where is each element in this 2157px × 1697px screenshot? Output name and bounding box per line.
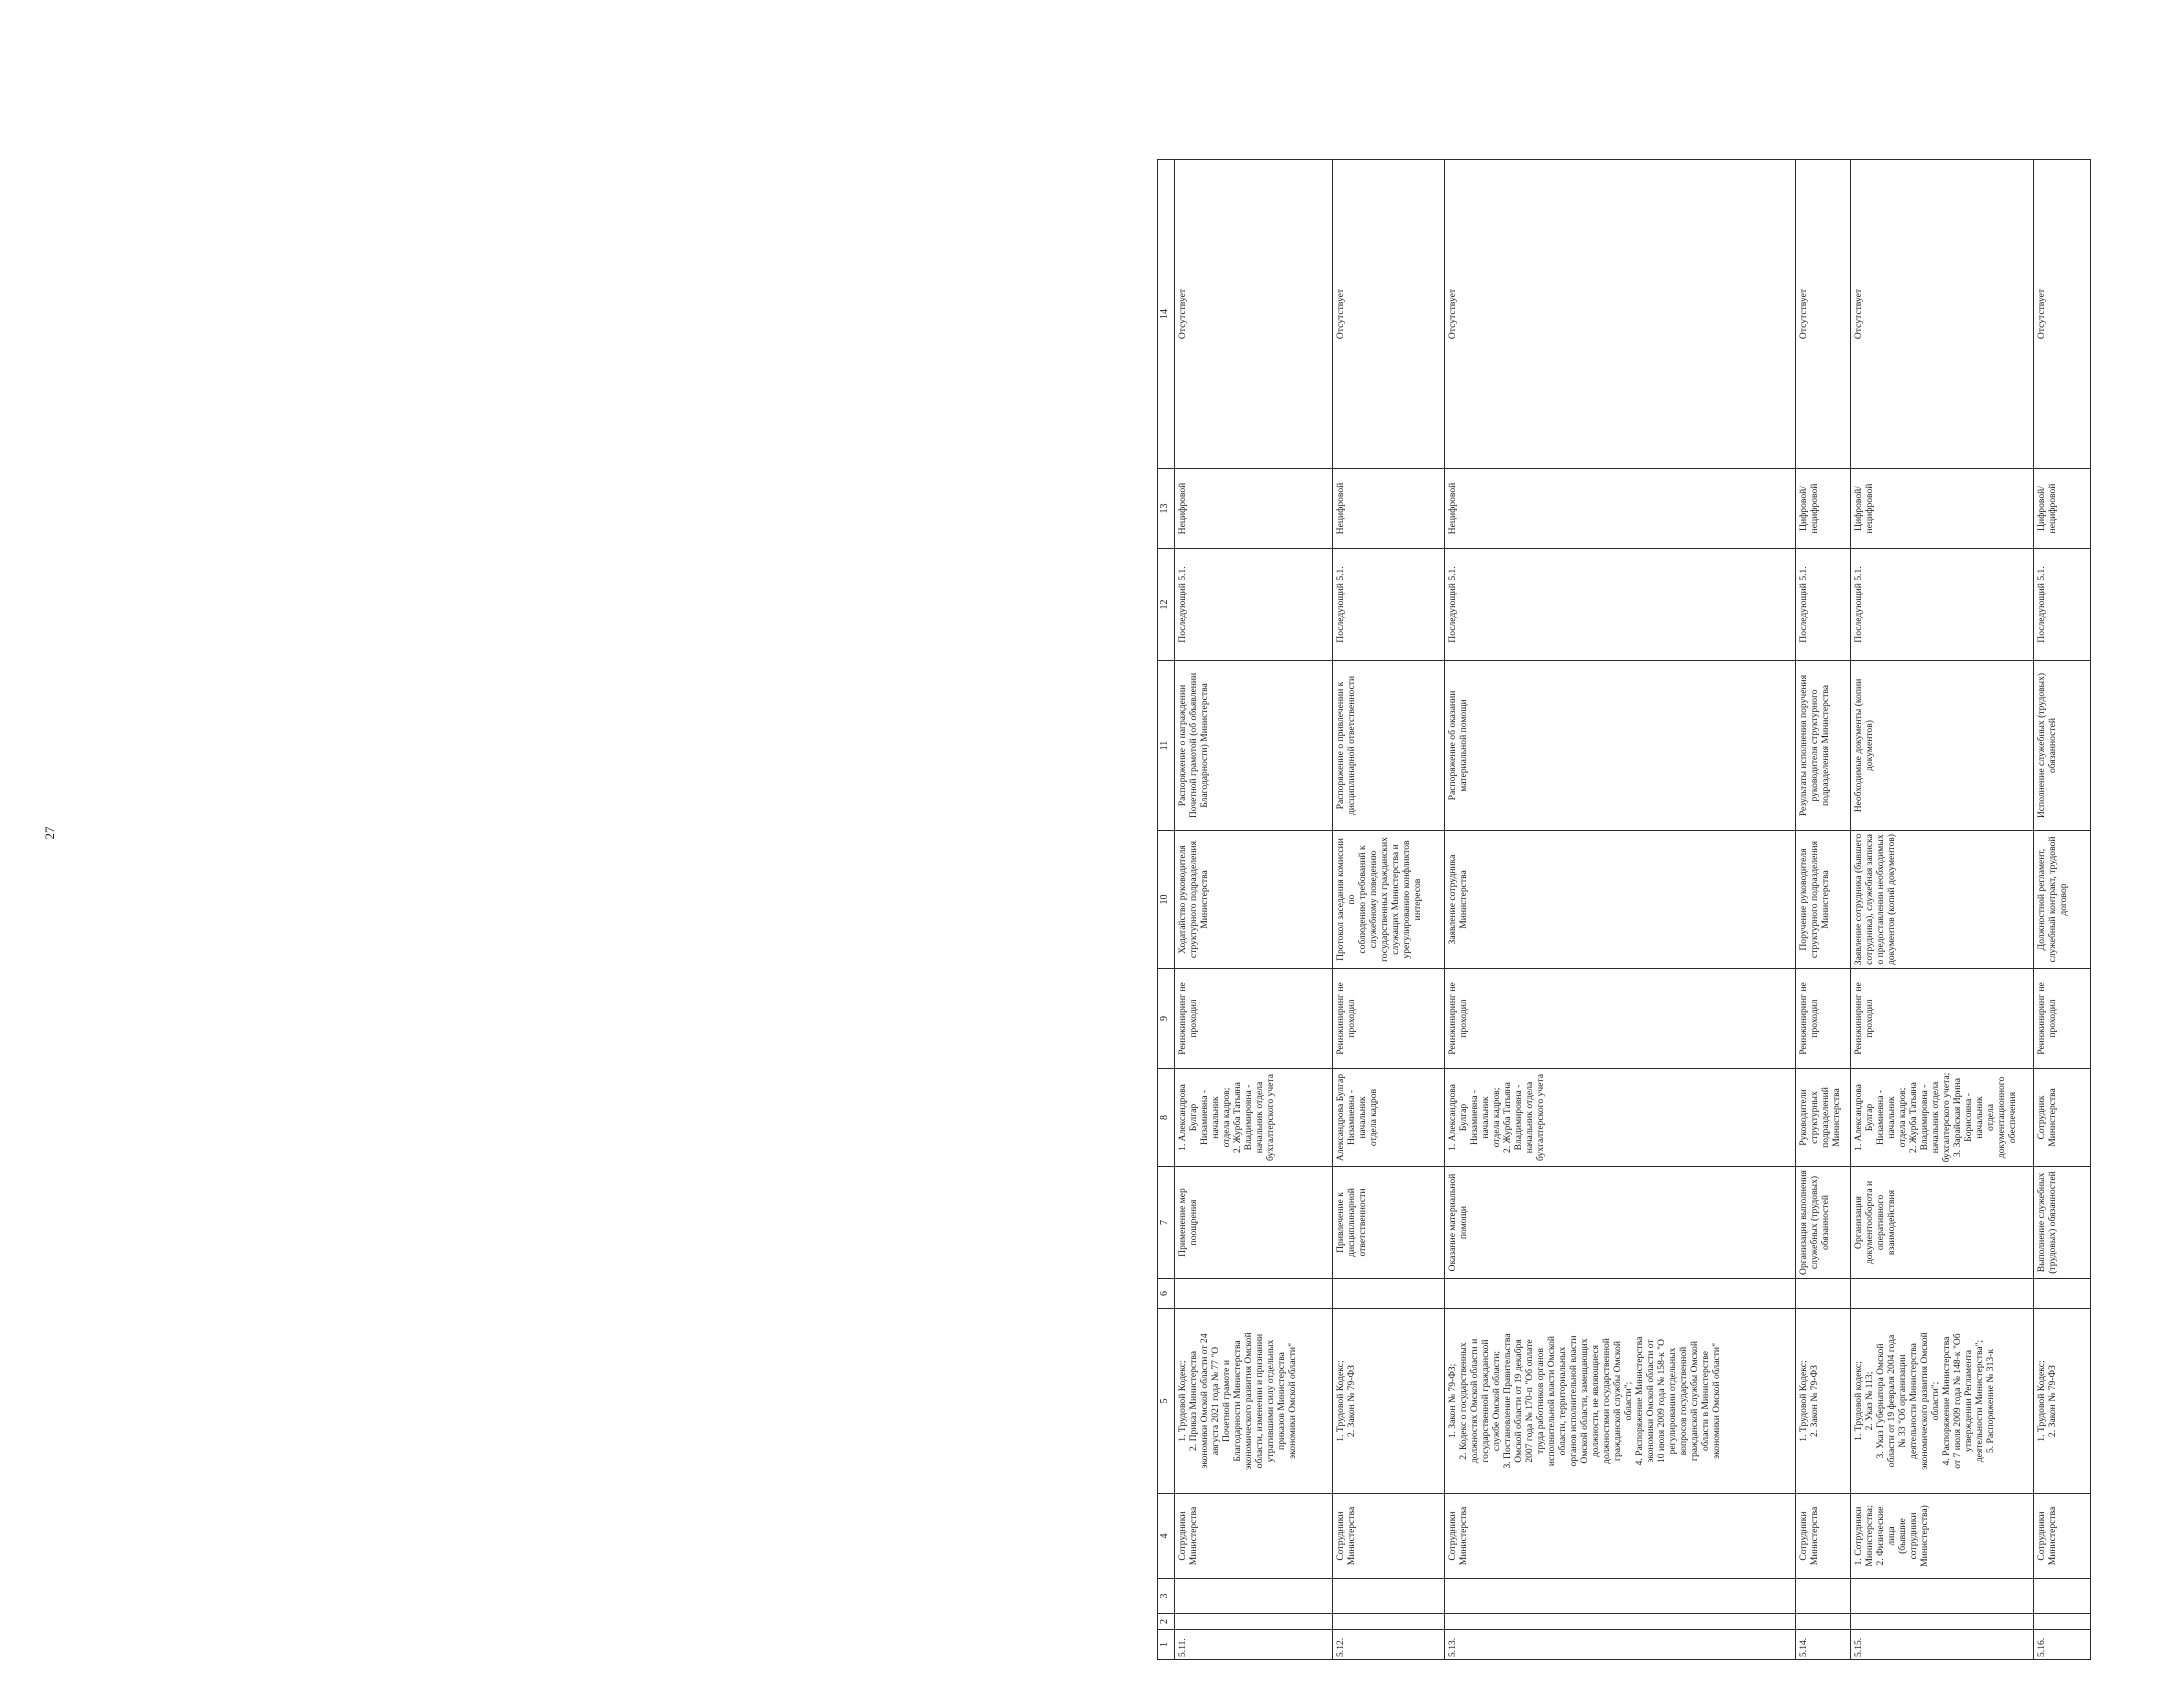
cell-text: 5.15.: [1853, 1637, 1864, 1657]
table-cell: [1175, 1630, 1333, 1660]
header-row: [1158, 160, 1175, 1660]
table-cell: [1796, 1630, 1851, 1660]
table-cell: [1445, 1167, 1796, 1279]
cell-text: 1. Трудовой Кодекс; 2. Закон № 79-ФЗ: [1798, 1360, 1820, 1442]
table-cell: [1851, 969, 2034, 1069]
cell-text: Руководители структурных подразделений Министерства: [1798, 1087, 1842, 1148]
cell-text: Последующий 5.1.: [1798, 566, 1809, 643]
cell-text: Сотрудники Министерства: [1335, 1506, 1357, 1566]
table-cell: [1445, 1579, 1796, 1614]
table-cell: [1333, 549, 1445, 661]
table-cell: [1796, 661, 1851, 831]
cell-text: 1. Трудовой Кодекс; 2. Закон № 79-ФЗ: [2036, 1360, 2058, 1442]
cell-text: Необходимые документы (копии документов): [1853, 678, 1875, 813]
table-cell: [1796, 549, 1851, 661]
table-cell: [1445, 549, 1796, 661]
table-row: [1796, 160, 1851, 1660]
table-cell: [1851, 1309, 2034, 1494]
cell-text: Ходатайство руководителя структурного подразделения Министерства: [1177, 840, 1210, 959]
table-cell: [2034, 969, 2091, 1069]
cell-text: Нецифровой: [1335, 482, 1346, 535]
table-cell: [1175, 469, 1333, 549]
cell-text: Цифровой/нецифровой: [1798, 483, 1820, 534]
cell-text: Сотрудники Министерства: [1798, 1506, 1820, 1566]
table-cell: [1175, 661, 1333, 831]
table-cell: [1851, 1630, 2034, 1660]
header-cell: 8: [1158, 1069, 1175, 1167]
cell-text: Нецифровой: [1447, 482, 1458, 535]
table-cell: [1333, 661, 1445, 831]
cell-text: Отсутствует: [1335, 288, 1346, 340]
cell-text: Поручение руководителя структурного подразделения Министерства: [1798, 840, 1831, 959]
table-cell: [1445, 469, 1796, 549]
cell-text: Сотрудник Министерства: [2036, 1088, 2058, 1147]
table-cell: [1333, 1069, 1445, 1167]
table-cell: [1175, 969, 1333, 1069]
cell-text: Реинжиниринг не проходил: [2036, 982, 2058, 1055]
page-number: 27: [42, 826, 57, 840]
table-cell: [1333, 160, 1445, 469]
cell-text: Организация документооборота и оперативного взаимодействия: [1853, 1180, 1897, 1265]
table-cell: [1445, 1069, 1796, 1167]
table-cell: [1175, 1579, 1333, 1614]
cell-text: Исполнение служебных (трудовых) обязанностей: [2036, 672, 2058, 819]
table-body: [1158, 160, 2091, 1660]
cell-text: Последующий 5.1.: [1447, 566, 1458, 643]
table-row: [1175, 160, 1333, 1660]
table-cell: [2034, 1167, 2091, 1279]
table-cell: [1333, 1614, 1445, 1630]
table-cell: [1175, 549, 1333, 661]
table-cell: [1333, 1279, 1445, 1309]
cell-text: Сотрудники Министерства: [1177, 1506, 1199, 1566]
table-row: [1445, 160, 1796, 1660]
header-cell: 10: [1158, 831, 1175, 969]
cell-text: Реинжиниринг не проходил: [1798, 982, 1820, 1055]
table-cell: [1175, 1279, 1333, 1309]
table-cell: [1175, 1167, 1333, 1279]
table-cell: [1445, 661, 1796, 831]
cell-text: Отсутствует: [1447, 288, 1458, 340]
table-cell: [1175, 1309, 1333, 1494]
table-cell: [1175, 831, 1333, 969]
table-cell: [1445, 1279, 1796, 1309]
process-table: [1157, 159, 2091, 1660]
cell-text: Цифровой/нецифровой: [1853, 483, 1875, 534]
cell-text: 1. Александрова Булгар Низамиевна - начальник отдела кадров; 2. Журба Татьяна Владимировна - начальник отдела бухгалтерского учета; 3. Зарайская Ирина Борисовна - начальник отдела документационного обеспечения: [1853, 1072, 2018, 1163]
table-cell: [1333, 1494, 1445, 1579]
table-cell: [1851, 1167, 2034, 1279]
table-cell: [1851, 1579, 2034, 1614]
table-cell: [2034, 1614, 2091, 1630]
table-cell: [2034, 1309, 2091, 1494]
table-row: [2034, 160, 2091, 1660]
header-cell: 3: [1158, 1579, 1175, 1614]
cell-text: Оказание материальной помощи: [1447, 1173, 1469, 1272]
cell-text: 1. Закон № 79-ФЗ; 2. Кодекс о государственных должностях Омской области и государственной гражданской службе Омской области; 3. Постановление Правительства Омской области от 19 декабря 2007 года № 170-п "Об оплате труда работников органов исполнительной власти Омской области, территориальных органов исполнительной власти Омской области, замещающих должности, не являющиеся должностями государственной гражданской службы Омской области"; 4. Распоряжение Министерства экономики Омской области от 10 июля 2009 года № 158-к "О регулировании отдельных вопросов государственной гражданской службы Омской области в Министерстве экономики Омской области": [1447, 1333, 1722, 1469]
cell-text: Реинжиниринг не проходил: [1335, 982, 1357, 1055]
header-cell: 12: [1158, 549, 1175, 661]
cell-text: 1. Трудовой Кодекс; 2. Приказ Министерства экономики Омской области от 24 августа 2021 года № 77 "О Почетной грамоте и Благодарности Министерства экономического развития Омской области, изменении и признании утратившими силу отдельных приказов Министерства экономики Омской области": [1177, 1332, 1298, 1470]
header-cell: 6: [1158, 1279, 1175, 1309]
cell-text: Привлечение к дисциплинарной ответственности: [1335, 1188, 1368, 1257]
cell-text: Протокол заседания комиссии по соблюдению требований к служебному поведению государственных гражданских служащих Министерства и урегулированию конфликтов интересов: [1335, 837, 1423, 962]
cell-text: Должностной регламент, служебный контракт, трудовой договор: [2036, 836, 2069, 963]
table-cell: [1796, 160, 1851, 469]
table-cell: [1333, 831, 1445, 969]
table-cell: [2034, 549, 2091, 661]
cell-text: 1. Александрова Булгар Низамиевна - начальник отдела кадров; 2. Журба Татьяна Владимировна - начальник отдела бухгалтерского учета: [1447, 1074, 1546, 1161]
cell-text: Александрова Булгар Низамиевна - начальник отдела кадров: [1335, 1073, 1379, 1162]
cell-text: 5.13.: [1447, 1637, 1458, 1657]
cell-text: Нецифровой: [1177, 482, 1188, 535]
cell-text: Отсутствует: [1798, 288, 1809, 340]
table-cell: [1445, 831, 1796, 969]
table-cell: [1851, 549, 2034, 661]
cell-text: Последующий 5.1.: [2036, 566, 2047, 643]
table-cell: [1796, 1579, 1851, 1614]
cell-text: Сотрудники Министерства: [2036, 1506, 2058, 1566]
header-cell: 14: [1158, 160, 1175, 469]
header-cell: 5: [1158, 1309, 1175, 1494]
table-cell: [1851, 160, 2034, 469]
header-cell: 2: [1158, 1614, 1175, 1630]
table-cell: [1796, 1494, 1851, 1579]
cell-text: 5.16.: [2036, 1637, 2047, 1657]
table-cell: [1851, 661, 2034, 831]
cell-text: Отсутствует: [1177, 288, 1188, 340]
cell-text: Реинжиниринг не проходил: [1853, 982, 1875, 1055]
cell-text: Отсутствует: [2036, 288, 2047, 340]
table-cell: [1333, 1167, 1445, 1279]
rotated-table-container: [1157, 160, 2157, 1660]
table-cell: [1445, 160, 1796, 469]
table-cell: [2034, 1069, 2091, 1167]
table-cell: [1175, 1069, 1333, 1167]
header-cell: 13: [1158, 469, 1175, 549]
table-cell: [1851, 831, 2034, 969]
table-row: [1851, 160, 2034, 1660]
cell-text: 1. Сотрудники Министерства; 2. Физические лица (бывшие сотрудники Министерства): [1853, 1505, 1930, 1567]
table-cell: [1175, 160, 1333, 469]
table-cell: [1445, 1614, 1796, 1630]
cell-text: 1. Александрова Булгар Низамиевна - начальник отдела кадров; 2. Журба Татьяна Владимировна - начальник отдела бухгалтерского учета: [1177, 1074, 1276, 1161]
table-cell: [2034, 1630, 2091, 1660]
header-cell: 1: [1158, 1630, 1175, 1660]
cell-text: 1. Трудовой кодекс; 2. Указ № 113; 3. Указ Губернатора Омской области от 19 февраля 2004 года № 33 "Об организации деятельности Министерства экономического развития Омской области"; 4. Распоряжение Министерства от 7 июля 2009 года № 148-к "Об утверждении Регламента деятельности Министерства"; 5. Распоряжение № 313-к: [1853, 1332, 1996, 1470]
cell-text: 5.12.: [1335, 1637, 1346, 1657]
cell-text: Распоряжение о привлечении к дисциплинарной ответственности: [1335, 675, 1357, 816]
table-cell: [2034, 160, 2091, 469]
cell-text: Распоряжение о награждении Почетной грамотой (об объявлении Благодарности) Министерства: [1177, 672, 1210, 819]
table-cell: [1796, 469, 1851, 549]
table-cell: [1175, 1494, 1333, 1579]
table-cell: [1333, 1630, 1445, 1660]
table-cell: [1851, 1069, 2034, 1167]
table-cell: [2034, 661, 2091, 831]
cell-text: 5.11.: [1177, 1638, 1188, 1657]
header-cell: 7: [1158, 1167, 1175, 1279]
cell-text: Последующий 5.1.: [1853, 566, 1864, 643]
table-cell: [1851, 1614, 2034, 1630]
cell-text: 5.14.: [1798, 1637, 1809, 1657]
cell-text: Распоряжение об оказании материальной помощи: [1447, 690, 1469, 801]
cell-text: 1. Трудовой Кодекс; 2. Закон № 79-ФЗ: [1335, 1360, 1357, 1442]
table-cell: [2034, 1494, 2091, 1579]
cell-text: Последующий 5.1.: [1335, 566, 1346, 643]
table-cell: [1333, 1309, 1445, 1494]
table-cell: [1796, 1279, 1851, 1309]
table-cell: [1851, 1279, 2034, 1309]
table-cell: [1175, 1614, 1333, 1630]
header-cell: 11: [1158, 661, 1175, 831]
table-cell: [1333, 969, 1445, 1069]
table-cell: [1796, 969, 1851, 1069]
table-cell: [1796, 1167, 1851, 1279]
table-cell: [1851, 1494, 2034, 1579]
table-cell: [2034, 469, 2091, 549]
table-row: [1333, 160, 1445, 1660]
cell-text: Сотрудники Министерства: [1447, 1506, 1469, 1566]
cell-text: Выполнение служебных (трудовых) обязанностей: [2036, 1171, 2058, 1274]
cell-text: Результаты исполнения поручения руководителя структурного подразделения Министерства: [1798, 674, 1831, 817]
cell-text: Реинжиниринг не проходил: [1447, 982, 1469, 1055]
table-cell: [1445, 1309, 1796, 1494]
table-cell: [1796, 831, 1851, 969]
table-cell: [1851, 469, 2034, 549]
cell-text: Применение мер поощрения: [1177, 1188, 1199, 1257]
table-cell: [1445, 1494, 1796, 1579]
cell-text: Организация выполнения служебных (трудовых) обязанностей: [1798, 1170, 1831, 1275]
table-cell: [1445, 1630, 1796, 1660]
table-cell: [2034, 1279, 2091, 1309]
table-cell: [1333, 469, 1445, 549]
table-cell: [1796, 1069, 1851, 1167]
table-cell: [1445, 969, 1796, 1069]
table-cell: [1333, 1579, 1445, 1614]
cell-text: Заявление сотрудника Министерства: [1447, 854, 1469, 945]
header-cell: 4: [1158, 1494, 1175, 1579]
cell-text: Заявление сотрудника (бывшего сотрудника), служебная записка о предоставлении необходимых документов (копий документов): [1853, 833, 1897, 966]
table-cell: [1796, 1614, 1851, 1630]
table-cell: [1796, 1309, 1851, 1494]
cell-text: Цифровой/нецифровой: [2036, 483, 2058, 534]
cell-text: Реинжиниринг не проходил: [1177, 982, 1199, 1055]
cell-text: Последующий 5.1.: [1177, 566, 1188, 643]
cell-text: Отсутствует: [1853, 288, 1864, 340]
table-cell: [2034, 831, 2091, 969]
header-cell: 9: [1158, 969, 1175, 1069]
table-cell: [2034, 1579, 2091, 1614]
